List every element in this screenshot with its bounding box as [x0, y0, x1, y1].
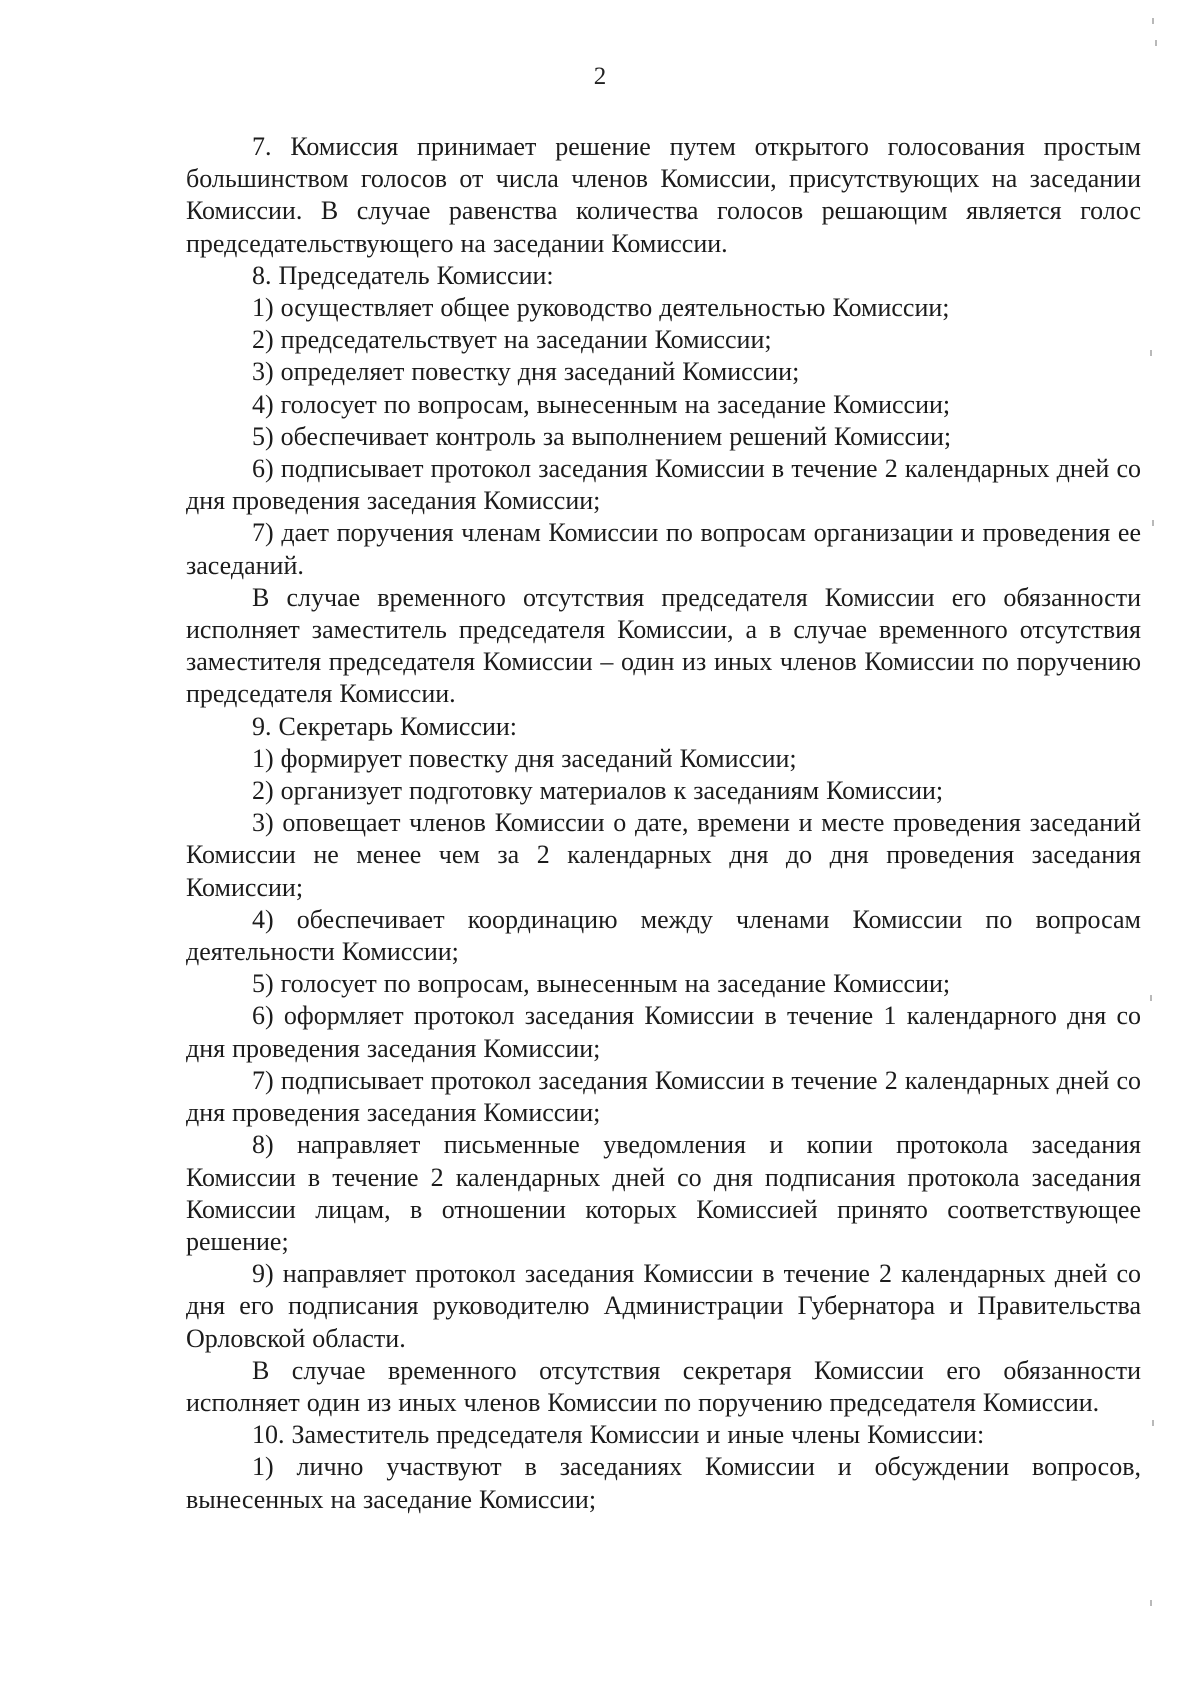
paragraph: 2) председательствует на заседании Комиссии;: [252, 325, 772, 355]
paragraph: 8) направляет письменные уведомления и копии протокола заседания Комиссии в течение 2 календарных дней со дня подписания протокола заседания Комиссии лицам, в отношении которых Комиссией принято соответствующее решение;: [186, 1130, 1141, 1256]
paragraph: 1) лично участвуют в заседаниях Комиссии и обсуждении вопросов, вынесенных на заседание Комиссии;: [186, 1452, 1141, 1514]
document-body: [186, 131, 1141, 1516]
scan-artifact: [1150, 995, 1152, 1001]
paragraph: 3) оповещает членов Комиссии о дате, времени и месте проведения заседаний Комиссии не менее чем за 2 календарных дня до дня проведения заседания Комиссии;: [186, 808, 1141, 902]
page-number: 2: [593, 63, 607, 90]
paragraph: 3) определяет повестку дня заседаний Комиссии;: [252, 357, 800, 387]
paragraph: В случае временного отсутствия секретаря Комиссии его обязанности исполняет один из иных членов Комиссии по поручению председателя Комиссии.: [186, 1355, 1141, 1417]
paragraph: 9. Секретарь Комиссии:: [252, 711, 517, 741]
paragraph: 1) осуществляет общее руководство деятельностью Комиссии;: [252, 293, 950, 323]
scan-artifact: [1152, 520, 1154, 526]
paragraph: 7) дает поручения членам Комиссии по вопросам организации и проведения ее заседаний.: [186, 518, 1141, 580]
paragraph: 7) подписывает протокол заседания Комиссии в течение 2 календарных дней со дня проведения заседания Комиссии;: [186, 1065, 1141, 1128]
scan-artifact: [1152, 1420, 1154, 1426]
scan-artifact: [1152, 18, 1154, 24]
paragraph: 5) голосует по вопросам, вынесенным на заседание Комиссии;: [252, 969, 951, 999]
paragraph: 1) формирует повестку дня заседаний Комиссии;: [252, 743, 797, 773]
paragraph: 9) направляет протокол заседания Комиссии в течение 2 календарных дней со дня его подписания руководителю Администрации Губернатора и Правительства Орловской области.: [186, 1259, 1141, 1353]
scan-artifact: [1155, 40, 1157, 46]
paragraph: 4) голосует по вопросам, вынесенным на заседание Комиссии;: [252, 389, 951, 419]
paragraph: 6) оформляет протокол заседания Комиссии в течение 1 календарного дня со дня проведения заседания Комиссии;: [186, 1001, 1141, 1063]
paragraph: 4) обеспечивает координацию между членами Комиссии по вопросам деятельности Комиссии;: [186, 904, 1141, 967]
paragraph: 8. Председатель Комиссии:: [252, 260, 554, 290]
paragraph: 7. Комиссия принимает решение путем открытого голосования простым большинством голосов от числа членов Комиссии, присутствующих на заседании Комиссии. В случае равенства количества голосов решающим является голос председательствующего на заседании Комиссии.: [186, 132, 1141, 258]
paragraph: 2) организует подготовку материалов к заседаниям Комиссии;: [252, 776, 944, 806]
paragraph: 6) подписывает протокол заседания Комиссии в течение 2 календарных дней со дня проведения заседания Комиссии;: [186, 454, 1141, 516]
scan-artifact: [1150, 1600, 1152, 1606]
scan-artifact: [1150, 350, 1152, 356]
paragraph: В случае временного отсутствия председателя Комиссии его обязанности исполняет заместитель председателя Комиссии, а в случае временного отсутствия заместителя председателя Комиссии – один из иных членов Комиссии по поручению председателя Комиссии.: [186, 582, 1141, 709]
paragraph: 5) обеспечивает контроль за выполнением решений Комиссии;: [252, 421, 952, 451]
paragraph: 10. Заместитель председателя Комиссии и иные члены Комиссии:: [252, 1420, 985, 1450]
